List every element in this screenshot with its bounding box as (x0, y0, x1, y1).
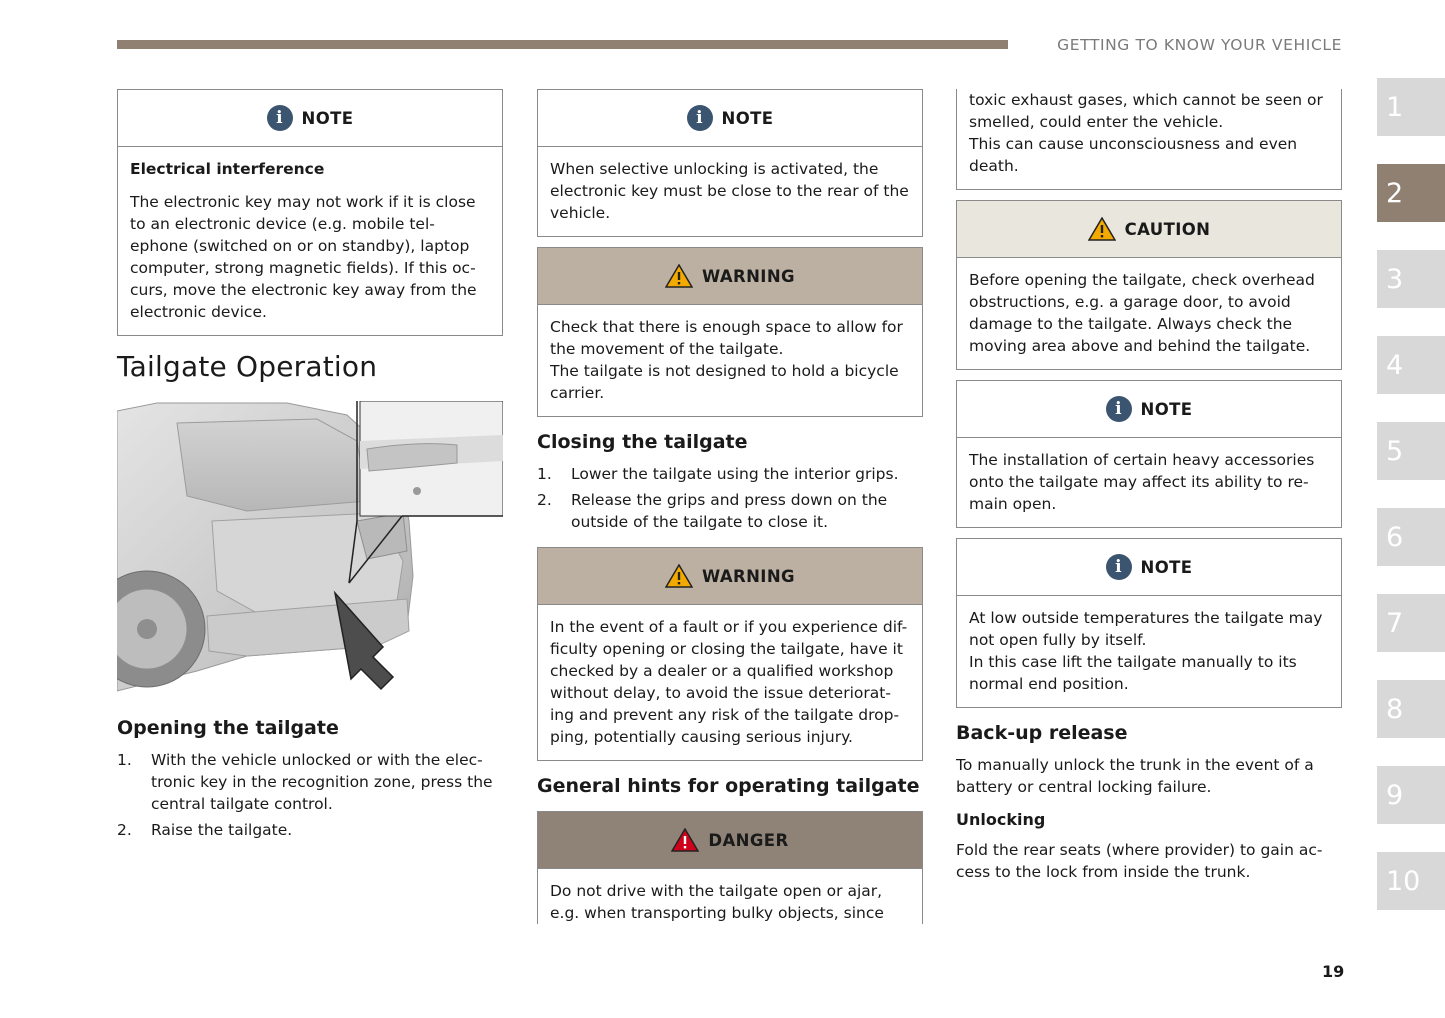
note-label: NOTE (721, 108, 774, 128)
closing-title: Closing the tailgate (537, 431, 748, 453)
chapter-tab-2[interactable]: 2 (1377, 164, 1445, 222)
column-2 (537, 89, 923, 924)
list-item: 1. With the vehicle unlocked or with the elec-tronic key in the recognition zone, press the central tailgate control. (117, 751, 493, 813)
chapter-tab-7[interactable]: 7 (1377, 594, 1445, 652)
danger-triangle-icon (671, 828, 699, 852)
caution-triangle-icon (1088, 217, 1116, 241)
warning-body (538, 305, 922, 416)
car-rear-tailgate-illustration (117, 401, 503, 693)
note-box (956, 538, 1342, 708)
note-header (118, 90, 502, 147)
chapter-tab-4[interactable]: 4 (1377, 336, 1445, 394)
danger-text: Do not drive with the tailgate open or ajar, e.g. when transporting bulky objects, since (550, 882, 884, 922)
chapter-tab-6[interactable]: 6 (1377, 508, 1445, 566)
info-icon: i (687, 105, 713, 131)
warning-text: The tailgate is not designed to hold a bicycle carrier. (550, 362, 899, 402)
danger-continued-body (957, 89, 1341, 189)
warning-box (537, 247, 923, 417)
chapter-tab-9[interactable]: 9 (1377, 766, 1445, 824)
note-body (538, 147, 922, 236)
note-text: In this case lift the tailgate manually to its normal end position. (969, 653, 1297, 693)
hints-title: General hints for operating tailgate (537, 775, 920, 797)
note-box (956, 380, 1342, 528)
note-label: NOTE (1140, 557, 1193, 577)
warning-text: In the event of a fault or if you experience dif-ficulty opening or closing the tailgate, have it checked by a dealer or a qualified workshop without delay, to avoid the issue deteriorat-ing and prevent any risk of the tailgate drop-ping, potentially causing serious injury. (550, 618, 908, 746)
column-1 (117, 89, 503, 845)
note-body (957, 438, 1341, 527)
warning-header (538, 248, 922, 305)
danger-box (537, 811, 923, 924)
chapter-tab-1[interactable]: 1 (1377, 78, 1445, 136)
note-box (537, 89, 923, 237)
caution-header (957, 201, 1341, 258)
note-text: At low outside temperatures the tailgate may not open fully by itself. (969, 609, 1323, 649)
caution-label: CAUTION (1124, 219, 1211, 239)
note-body (118, 147, 502, 335)
warning-triangle-icon (665, 264, 693, 288)
opening-title: Opening the tailgate (117, 717, 339, 739)
note-subtitle: Electrical interference (130, 160, 325, 178)
page-heading: Tailgate Operation (117, 350, 378, 383)
chapter-tab-8[interactable]: 8 (1377, 680, 1445, 738)
warning-label: WARNING (701, 566, 796, 586)
info-icon: i (267, 105, 293, 131)
list-item: 2. Release the grips and press down on the outside of the tailgate to close it. (537, 491, 888, 531)
danger-continued-box (956, 89, 1342, 190)
chapter-tab-10[interactable]: 10 (1377, 852, 1445, 910)
chapter-tabs (1377, 78, 1445, 938)
note-label: NOTE (301, 108, 354, 128)
note-body (957, 596, 1341, 707)
warning-header (538, 548, 922, 605)
info-icon: i (1106, 396, 1132, 422)
warning-triangle-icon (665, 564, 693, 588)
unlocking-title: Unlocking (956, 810, 1046, 829)
note-box (117, 89, 503, 336)
chapter-tab-3[interactable]: 3 (1377, 250, 1445, 308)
warning-body (538, 605, 922, 760)
note-header (957, 381, 1341, 438)
danger-text: toxic exhaust gases, which cannot be seen or smelled, could enter the vehicle. (969, 91, 1323, 131)
opening-steps (117, 749, 503, 841)
caution-box (956, 200, 1342, 370)
info-icon: i (1106, 554, 1132, 580)
note-text: The installation of certain heavy accessories onto the tailgate may affect its ability to re-main open. (969, 451, 1315, 513)
header-bar (117, 40, 1008, 49)
warning-label: WARNING (701, 266, 796, 286)
caution-body (957, 258, 1341, 369)
note-text: The electronic key may not work if it is close to an electronic device (e.g. mobile tel-ephone (switched on or on standby), laptop computer, strong magnetic fields). If this oc-curs, move the electronic key away from the electronic device. (130, 193, 477, 321)
backup-text: To manually unlock the trunk in the event of a battery or central locking failure. (956, 756, 1314, 796)
note-header (538, 90, 922, 147)
list-item: 2. Raise the tailgate. (117, 821, 293, 839)
note-text: When selective unlocking is activated, the electronic key must be close to the rear of the vehicle. (550, 160, 909, 222)
caution-text: Before opening the tailgate, check overhead obstructions, e.g. a garage door, to avoid damage to the tailgate. Always check the moving area above and behind the tailgate. (969, 271, 1315, 355)
list-item: 1. Lower the tailgate using the interior grips. (537, 465, 899, 483)
danger-label: DANGER (708, 830, 789, 850)
column-3 (956, 89, 1342, 895)
danger-body (538, 869, 922, 924)
chapter-tab-5[interactable]: 5 (1377, 422, 1445, 480)
danger-text: This can cause unconsciousness and even death. (969, 135, 1298, 175)
warning-box (537, 547, 923, 761)
note-header (957, 539, 1341, 596)
note-label: NOTE (1140, 399, 1193, 419)
warning-text: Check that there is enough space to allow for the movement of the tailgate. (550, 318, 903, 358)
closing-steps (537, 463, 923, 533)
danger-header (538, 812, 922, 869)
section-title: GETTING TO KNOW YOUR VEHICLE (1057, 36, 1342, 54)
unlocking-text: Fold the rear seats (where provider) to gain ac-cess to the lock from inside the trunk. (956, 841, 1323, 881)
backup-title: Back-up release (956, 722, 1128, 744)
page-number: 19 (1322, 962, 1345, 981)
